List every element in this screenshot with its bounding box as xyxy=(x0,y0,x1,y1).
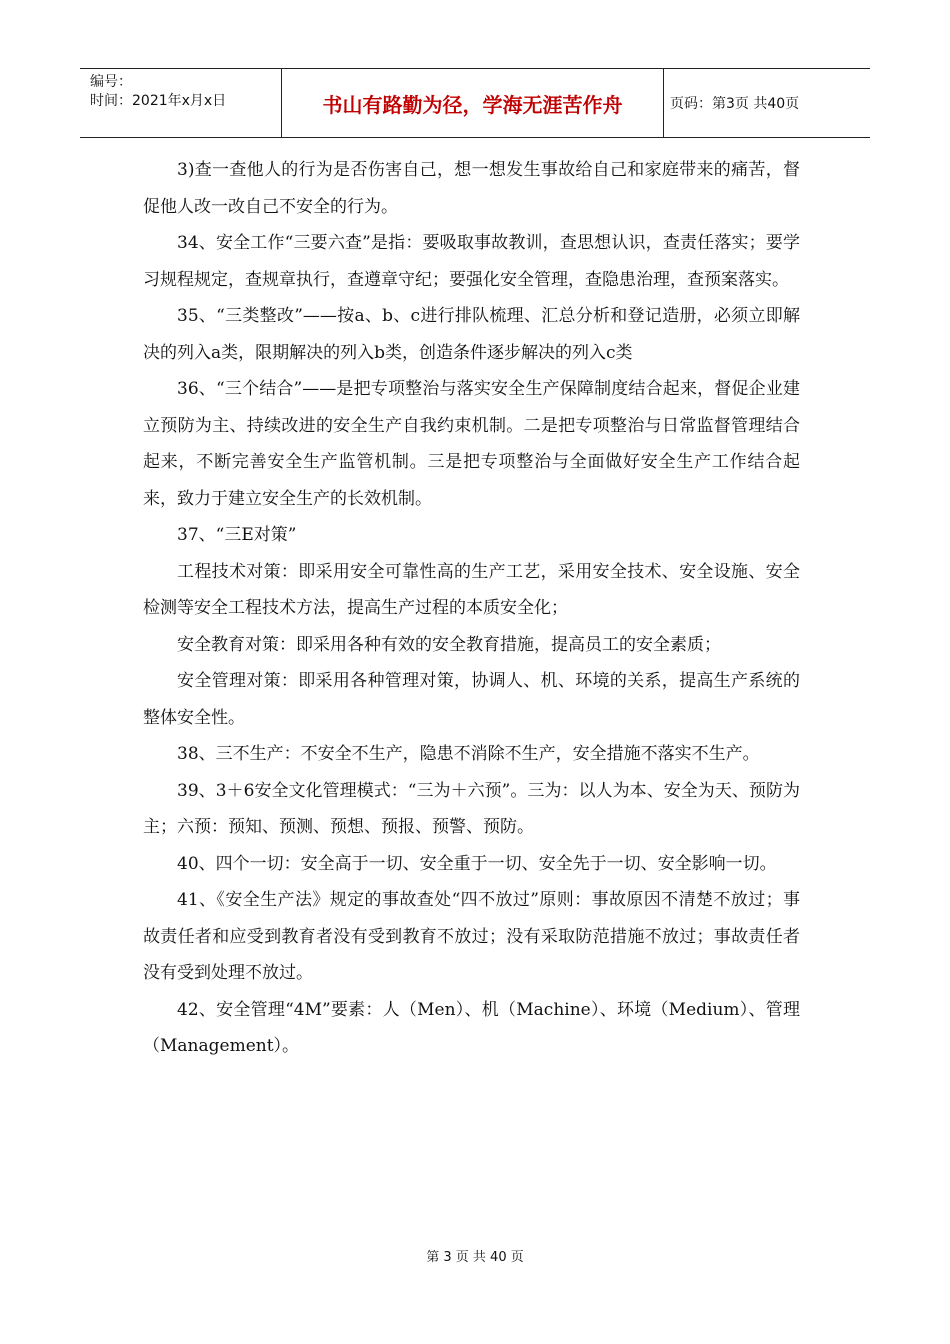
paragraph: 36、“三个结合”——是把专项整治与落实安全生产保障制度结合起来，督促企业建立预防为主、持续改进的安全生产自我约束机制。二是把专项整治与日常监督管理结合起来，不断完善安全生产监管机制。三是把专项整治与全面做好安全生产工作结合起来，致力于建立安全生产的长效机制。 xyxy=(143,379,800,509)
paragraph: 安全管理对策：即采用各种管理对策，协调人、机、环境的关系，提高生产系统的整体安全性。 xyxy=(143,671,800,728)
paragraph: 安全教育对策：即采用各种有效的安全教育措施，提高员工的安全素质； xyxy=(177,634,721,655)
number-label: 编号： xyxy=(90,74,132,90)
date-label: 时间：2021年x月x日 xyxy=(90,93,227,109)
header-meta xyxy=(80,69,281,137)
paragraph: 38、三不生产：不安全不生产，隐患不消除不生产，安全措施不落实不生产。 xyxy=(177,744,760,764)
header-page-code: 页码：第3页 共40页 xyxy=(670,96,800,112)
document-body xyxy=(143,152,800,1065)
paragraph: 40、四个一切：安全高于一切、安全重于一切、安全先于一切、安全影响一切。 xyxy=(177,853,777,874)
paragraph: 工程技术对策：即采用安全可靠性高的生产工艺，采用安全技术、安全设施、安全检测等安全工程技术方法，提高生产过程的本质安全化； xyxy=(143,561,800,618)
page-footer: 第 3 页 共 40 页 xyxy=(426,1250,524,1265)
paragraph: 39、3＋6安全文化管理模式：“三为＋六预”。三为：以人为本、安全为天、预防为主；六预：预知、预测、预想、预报、预警、预防。 xyxy=(143,780,800,837)
paragraph: 37、“三E对策” xyxy=(177,525,297,545)
paragraph: 41、《安全生产法》规定的事故查处“四不放过”原则：事故原因不清楚不放过；事故责任者和应受到教育者没有受到教育不放过；没有采取防范措施不放过；事故责任者没有受到处理不放过。 xyxy=(143,890,800,983)
paragraph: 35、“三类整改”——按a、b、c进行排队梳理、汇总分析和登记造册，必须立即解决的列入a类，限期解决的列入b类，创造条件逐步解决的列入c类 xyxy=(143,306,800,363)
paragraph: 42、安全管理“4M”要素：人（Men）、机（Machine）、环境（Medium）、管理（Management）。 xyxy=(143,999,800,1056)
paragraph: 34、安全工作“三要六查”是指：要吸取事故教训，查思想认识，查责任落实；要学习规程规定，查规章执行，查遵章守纪；要强化安全管理，查隐患治理，查预案落实。 xyxy=(143,233,800,290)
page-header xyxy=(80,68,870,138)
paragraph: 3)查一查他人的行为是否伤害自己，想一想发生事故给自己和家庭带来的痛苦，督促他人改一改自己不安全的行为。 xyxy=(143,160,800,217)
header-slogan: 书山有路勤为径，学海无涯苦作舟 xyxy=(281,69,664,137)
